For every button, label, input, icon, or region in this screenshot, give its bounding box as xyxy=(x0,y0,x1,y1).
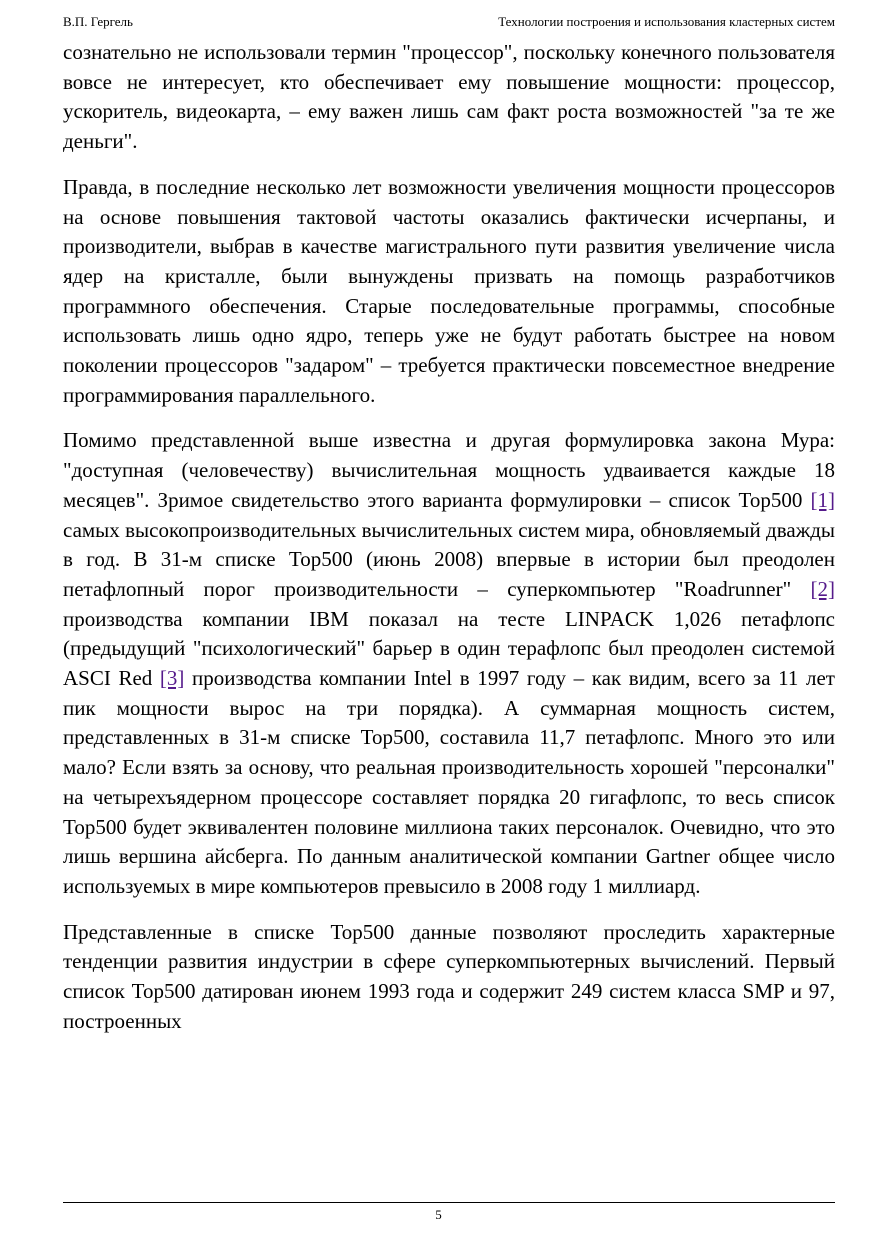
paragraph-3-part-a: Помимо представленной выше известна и другая формулировка закона Мура: "доступная (человечеству) вычислительная мощность удваивается каждые 18 месяцев". Зримое свидетельство этого варианта формулировки – список Top500 xyxy=(63,428,835,512)
paragraph-2: Правда, в последние несколько лет возможности увеличения мощности процессоров на основе повышения тактовой частоты оказались фактически исчерпаны, и производители, выбрав в качестве магистрального пути развития увеличение числа ядер на кристалле, были вынуждены призвать на помощь разработчиков программного обеспечения. Старые последовательные программы, способные использовать лишь одно ядро, теперь уже не будут работать быстрее на новом поколении процессоров "задаром" – требуется практически повсеместное внедрение программирования параллельного. xyxy=(63,174,835,407)
paragraph-3-part-c: производства компании IBM показал на тесте LINPACK 1,026 петафлопс (предыдущий "психологический" барьер в один терафлопс был преодолен системой ASCI Red xyxy=(63,606,835,691)
page-content xyxy=(63,38,835,1053)
page-header xyxy=(63,14,835,34)
paragraph-3-part-b: самых высокопроизводительных вычислительных систем мира, обновляемый дважды в год. В 31-м списке Top500 (июнь 2008) впервые в истории был преодолен петафлопный порог производительности – суперкомпьютер "Roadrunner" xyxy=(63,517,835,601)
page-number: 5 xyxy=(435,1207,442,1222)
paragraph-3 xyxy=(63,426,835,901)
header-author: В.П. Гергель xyxy=(63,14,133,29)
paragraph-3-part-d: производства компании Intel в 1997 году – как видим, всего за 11 лет пик мощности вырос на три порядка). А суммарная мощность систем, представленных в 31-м списке Top500, составила 11,7 петафлопс. Много это или мало? Если взять за основу, что реальная производительность хорошей "персоналки" на четырехъядерном процессоре составляет порядка 20 гигафлопс, то весь список Top500 будет эквивалентен половине миллиона таких персоналок. Очевидно, что это лишь вершина айсберга. По данным аналитической компании Gartner общее число используемых в мире компьютеров превысило в 2008 году 1 миллиард. xyxy=(63,666,835,898)
reference-link-3[interactable]: [3] xyxy=(159,666,185,691)
paragraph-1: сознательно не использовали термин "процессор", поскольку конечного пользователя вовсе не интересует, кто обеспечивает ему повышение мощности: процессор, ускоритель, видеокарта, – ему важен лишь сам факт роста возможностей "за те же деньги". xyxy=(63,40,835,154)
paragraph-4: Представленные в списке Top500 данные позволяют проследить характерные тенденции развития индустрии в сфере суперкомпьютерных вычислений. Первый список Top500 датирован июнем 1993 года и содержит 249 систем класса SMP и 97, построенных xyxy=(63,919,835,1033)
reference-link-1[interactable]: [1] xyxy=(810,487,835,512)
footer-divider xyxy=(63,1202,835,1203)
header-title: Технологии построения и использования кластерных систем xyxy=(498,14,835,29)
reference-link-2[interactable]: [2] xyxy=(810,576,835,601)
